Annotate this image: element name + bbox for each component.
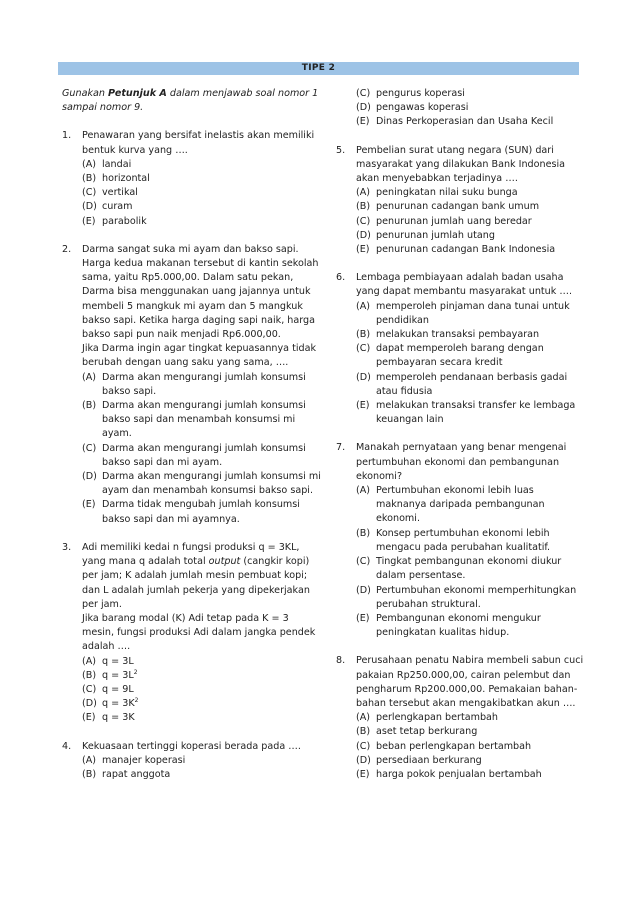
instruction bbox=[62, 87, 322, 115]
formula: q = 3L bbox=[102, 669, 134, 681]
question-3 bbox=[62, 541, 322, 726]
option-text: penurunan jumlah uang beredar bbox=[376, 215, 532, 227]
question-number: 6. bbox=[336, 272, 346, 284]
option-text: penurunan jumlah utang bbox=[376, 229, 495, 241]
option bbox=[82, 158, 322, 172]
option-text: pengawas koperasi bbox=[376, 102, 469, 114]
option-label: (C) bbox=[356, 740, 371, 752]
option bbox=[82, 683, 322, 697]
option bbox=[82, 371, 322, 399]
question-stem: Lembaga pembiayaan adalah badan usaha yang dapat membantu masyarakat untuk …. bbox=[356, 272, 572, 298]
question-number: 4. bbox=[62, 740, 72, 752]
option bbox=[356, 229, 586, 243]
option-text: Darma tidak mengubah jumlah konsumsi bakso sapi dan mi ayamnya. bbox=[102, 499, 300, 525]
formula: q = 9L bbox=[102, 683, 134, 695]
option bbox=[356, 215, 586, 229]
instruction-pre: Gunakan bbox=[62, 88, 109, 99]
exponent: 2 bbox=[133, 668, 138, 676]
option-label: (E) bbox=[356, 768, 370, 780]
option bbox=[82, 200, 322, 214]
option-text: Darma akan mengurangi jumlah konsumsi bakso sapi. bbox=[102, 371, 306, 397]
option-label: (D) bbox=[356, 754, 371, 766]
option-text: Pertumbuhan ekonomi lebih luas maknanya daripada pembangunan ekonomi. bbox=[376, 485, 545, 525]
left-column bbox=[62, 87, 322, 796]
option-label: (D) bbox=[82, 698, 97, 710]
option-label: (B) bbox=[356, 726, 371, 738]
question-8 bbox=[336, 654, 586, 782]
question-number: 3. bbox=[62, 541, 72, 553]
option-label: (D) bbox=[356, 584, 371, 596]
option-label: (E) bbox=[82, 712, 96, 724]
option-text: horizontal bbox=[102, 173, 150, 185]
option-text: landai bbox=[102, 158, 132, 170]
option-label: (B) bbox=[356, 329, 371, 341]
option bbox=[82, 655, 322, 669]
option bbox=[356, 87, 586, 101]
option-text: Pertumbuhan ekonomi memperhitungkan perubahan struktural. bbox=[376, 584, 577, 610]
option-text: harga pokok penjualan bertambah bbox=[376, 768, 542, 780]
option-text: curam bbox=[102, 201, 133, 213]
option-text: Pembangunan ekonomi mengukur peningkatan kualitas hidup. bbox=[376, 612, 541, 639]
right-column bbox=[336, 87, 586, 796]
option-text bbox=[102, 655, 322, 669]
option bbox=[356, 101, 586, 115]
option-label: (A) bbox=[356, 300, 371, 312]
option-text: peningkatan nilai suku bunga bbox=[376, 187, 518, 199]
option bbox=[356, 484, 586, 527]
option-text: Darma akan mengurangi jumlah konsumsi mi ayam dan menambah konsumsi bakso sapi. bbox=[102, 471, 321, 497]
option-text: Darma akan mengurangi jumlah konsumsi bakso sapi dan menambah konsumsi mi ayam. bbox=[102, 400, 306, 440]
option bbox=[82, 442, 322, 470]
question-stem: Pembelian surat utang negara (SUN) dari masyarakat yang dilakukan Bank Indonesia akan menyebabkan terjadinya …. bbox=[356, 144, 566, 185]
option-text: melakukan transaksi transfer ke lembaga keuangan lain bbox=[376, 400, 576, 426]
question-number: 1. bbox=[62, 130, 72, 142]
option bbox=[356, 115, 586, 129]
option bbox=[356, 725, 586, 739]
option-label: (E) bbox=[356, 244, 370, 256]
option-text bbox=[102, 669, 322, 683]
option bbox=[82, 697, 322, 711]
option-text: rapat anggota bbox=[102, 768, 171, 780]
option-text: manajer koperasi bbox=[102, 754, 186, 766]
option-label: (A) bbox=[356, 485, 371, 497]
option-label: (C) bbox=[356, 556, 371, 568]
option-label: (B) bbox=[82, 400, 97, 412]
option-label: (A) bbox=[82, 754, 97, 766]
option-text: penurunan cadangan Bank Indonesia bbox=[376, 244, 556, 256]
option-label: (C) bbox=[356, 215, 371, 227]
option-text: Dinas Perkoperasian dan Usaha Kecil bbox=[376, 116, 554, 128]
stem-part: (cangkir kopi) per jam; K adalah jumlah mesin pembuat kopi; dan L adalah jumlah pekerja yang dipekerjakan per jam. Jika barang modal (K) Adi tetap pada K = 3 mesin, fungsi produksi Adi dalam jangka pendek adalah …. bbox=[82, 556, 316, 653]
option bbox=[82, 754, 322, 768]
option-text bbox=[102, 683, 322, 697]
option-text: parabolik bbox=[102, 215, 147, 227]
section-header-bar bbox=[58, 62, 579, 75]
option-label: (D) bbox=[356, 229, 371, 241]
option bbox=[356, 555, 586, 583]
option bbox=[356, 200, 586, 214]
option-label: (D) bbox=[82, 471, 97, 483]
exponent: 2 bbox=[134, 696, 139, 704]
option bbox=[82, 470, 322, 498]
option bbox=[356, 186, 586, 200]
option-text: aset tetap berkurang bbox=[376, 726, 478, 738]
option bbox=[356, 612, 586, 640]
question-4-continued bbox=[356, 87, 586, 130]
option-text: penurunan cadangan bank umum bbox=[376, 201, 540, 213]
option bbox=[82, 711, 322, 725]
option-label: (B) bbox=[356, 527, 371, 539]
option-text: memperoleh pinjaman dana tunai untuk pendidikan bbox=[376, 300, 570, 326]
option-label: (A) bbox=[82, 655, 97, 667]
option bbox=[356, 527, 586, 555]
option-label: (E) bbox=[356, 612, 370, 624]
question-stem: Penawaran yang bersifat inelastis akan memiliki bentuk kurva yang …. bbox=[82, 130, 315, 156]
option bbox=[82, 768, 322, 782]
option-label: (D) bbox=[82, 201, 97, 213]
option-text: beban perlengkapan bertambah bbox=[376, 740, 532, 752]
option-text: dapat memperoleh barang dengan pembayaran secara kredit bbox=[376, 343, 544, 369]
option-text: Konsep pertumbuhan ekonomi lebih mengacu pada perubahan kualitatif. bbox=[376, 527, 551, 553]
option-label: (B) bbox=[82, 768, 97, 780]
formula: q = 3L bbox=[102, 655, 134, 667]
option-text: vertikal bbox=[102, 187, 138, 199]
option bbox=[82, 669, 322, 683]
option-label: (E) bbox=[356, 400, 370, 412]
option bbox=[356, 584, 586, 612]
option bbox=[82, 215, 322, 229]
option-text: Darma akan mengurangi jumlah konsumsi bakso sapi dan mi ayam. bbox=[102, 442, 306, 468]
question-6 bbox=[336, 271, 586, 427]
option bbox=[356, 754, 586, 768]
option bbox=[82, 186, 322, 200]
question-number: 7. bbox=[336, 442, 346, 454]
option-label: (C) bbox=[82, 683, 97, 695]
option-label: (B) bbox=[82, 173, 97, 185]
question-1 bbox=[62, 129, 322, 228]
option-label: (E) bbox=[356, 116, 370, 128]
option-text: memperoleh pendanaan berbasis gadai atau fidusia bbox=[376, 371, 568, 397]
option bbox=[356, 243, 586, 257]
option bbox=[356, 328, 586, 342]
option-label: (C) bbox=[356, 343, 371, 355]
option bbox=[82, 399, 322, 442]
section-title: TIPE 2 bbox=[301, 63, 336, 73]
option-text: melakukan transaksi pembayaran bbox=[376, 329, 540, 341]
stem-part: Adi memiliki kedai n fungsi produksi q = 3KL, yang mana q adalah total bbox=[82, 541, 300, 568]
question-5 bbox=[336, 144, 586, 258]
question-stem bbox=[82, 541, 322, 655]
option bbox=[356, 711, 586, 725]
option-label: (D) bbox=[356, 371, 371, 383]
option-label: (C) bbox=[82, 187, 97, 199]
formula: q = 3K bbox=[102, 698, 135, 710]
question-stem: Perusahaan penatu Nabira membeli sabun cuci pakaian Rp250.000,00, cairan pelembut dan pengharum Rp200.000,00. Pemakaian bahan-bahan tersebut akan mengakibatkan akun …. bbox=[356, 655, 584, 709]
option-label: (E) bbox=[82, 499, 96, 511]
question-stem: Manakah pernyataan yang benar mengenai pertumbuhan ekonomi dan pembangunan ekonomi? bbox=[356, 442, 567, 482]
question-stem: Darma sangat suka mi ayam dan bakso sapi. Harga kedua makanan tersebut di kantin sekolah sama, yaitu Rp5.000,00. Dalam satu pekan, Darma bisa menggunakan uang jajannya untuk membeli 5 mangkuk mi ayam dan 5 mangkuk bakso sapi. Ketika harga daging sapi naik, harga bakso sapi pun naik menjadi Rp6.000,00. Jika Darma ingin agar tingkat kepuasannya tidak berubah dengan uang saku yang sama, …. bbox=[82, 243, 319, 369]
instruction-bold: Petunjuk A bbox=[108, 88, 167, 99]
option bbox=[356, 342, 586, 370]
question-4 bbox=[62, 740, 322, 783]
option-label: (B) bbox=[356, 201, 371, 213]
instruction-post: dalam menjawab soal nomor 1 sampai nomor 9. bbox=[62, 88, 319, 114]
option bbox=[356, 300, 586, 328]
option-label: (A) bbox=[82, 158, 97, 170]
option bbox=[356, 399, 586, 427]
option bbox=[82, 172, 322, 186]
option bbox=[356, 371, 586, 399]
question-number: 2. bbox=[62, 243, 72, 255]
option-label: (A) bbox=[82, 371, 97, 383]
option bbox=[356, 768, 586, 782]
question-stem: Kekuasaan tertinggi koperasi berada pada …. bbox=[82, 740, 301, 752]
option-label: (B) bbox=[82, 669, 97, 681]
question-number: 5. bbox=[336, 144, 346, 156]
option-label: (A) bbox=[356, 187, 371, 199]
question-7 bbox=[336, 441, 586, 640]
option-text: perlengkapan bertambah bbox=[376, 712, 499, 724]
option-text bbox=[102, 697, 322, 711]
option-text: Tingkat pembangunan ekonomi diukur dalam persentase. bbox=[376, 556, 562, 582]
option-label: (E) bbox=[82, 215, 96, 227]
formula: q = 3K bbox=[102, 712, 135, 724]
option-label: (C) bbox=[82, 442, 97, 454]
option-text bbox=[102, 711, 322, 725]
question-number: 8. bbox=[336, 655, 346, 667]
option bbox=[82, 498, 322, 526]
option-label: (D) bbox=[356, 102, 371, 114]
option-label: (C) bbox=[356, 88, 371, 99]
question-2 bbox=[62, 243, 322, 527]
option-text: pengurus koperasi bbox=[376, 88, 465, 99]
option bbox=[356, 740, 586, 754]
option-text: persediaan berkurang bbox=[376, 754, 482, 766]
option-label: (A) bbox=[356, 712, 371, 724]
stem-italic: output bbox=[208, 556, 241, 568]
